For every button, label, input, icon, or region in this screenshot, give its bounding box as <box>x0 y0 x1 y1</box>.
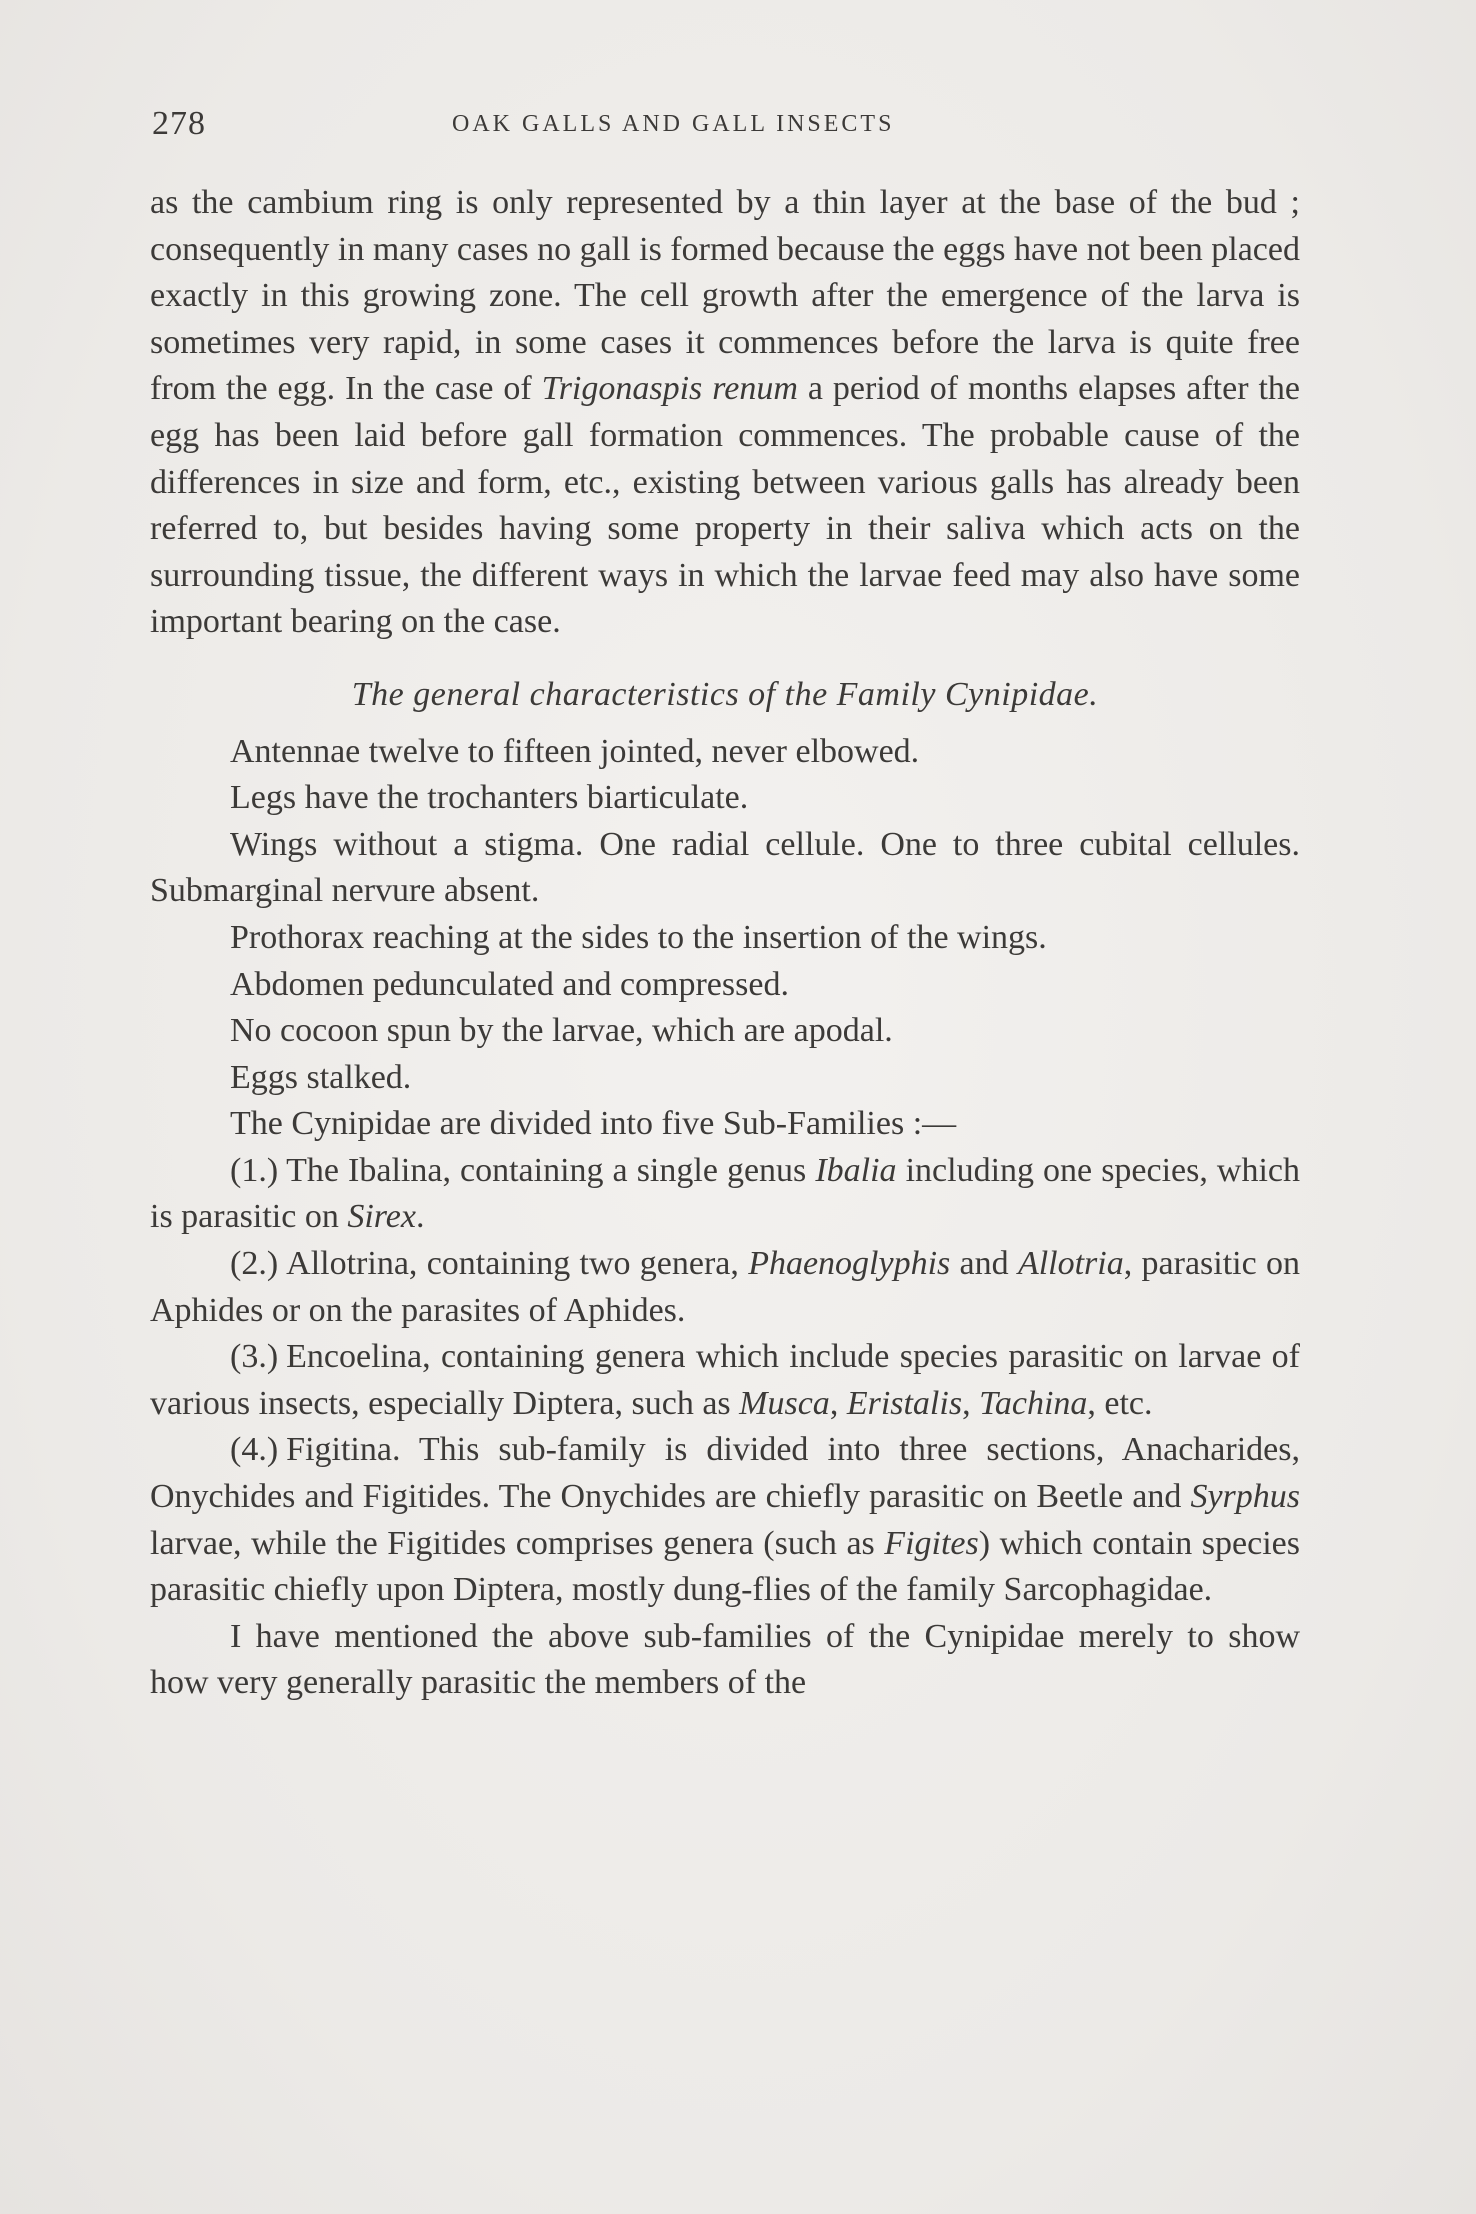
item-text: ) which contain species parasitic chiefly upon Diptera, mostly dung-flies of the family Sarcophagidae. <box>150 1524 1300 1609</box>
item-text: including one species, which is parasitic on <box>150 1151 1301 1236</box>
intro-paragraph <box>150 180 1300 646</box>
item-text: The Ibalina, containing a single genus <box>286 1151 816 1189</box>
subfamily-encoelina <box>150 1334 1300 1427</box>
genus-name: Figites <box>884 1524 979 1562</box>
item-number: (2.) <box>230 1245 279 1283</box>
item-number: (3.) <box>230 1338 279 1376</box>
genus-name: Eristalis <box>846 1384 963 1422</box>
genus-name: Phaenoglyphis <box>748 1245 951 1283</box>
item-text: Figitina. This sub-family is divided into three sections, Anacharides, Onychides and Figitides. The Onychides are chiefly parasitic on Beetle and <box>150 1431 1300 1516</box>
characteristic-item: Abdomen pedunculated and compressed. <box>230 965 789 1003</box>
item-text: . <box>415 1198 425 1236</box>
genus-name: Sirex <box>347 1198 416 1236</box>
item-text: and <box>950 1245 1018 1283</box>
genus-name: Ibalia <box>815 1151 897 1189</box>
page-header <box>152 105 1302 145</box>
characteristic-item: Antennae twelve to fifteen jointed, never elbowed. <box>230 732 920 770</box>
page-body <box>150 180 1300 1707</box>
item-text: , parasitic on Aphides or on the parasites of Aphides. <box>150 1245 1300 1329</box>
characteristic-item: No cocoon spun by the larvae, which are apodal. <box>230 1012 893 1050</box>
item-text: larvae, while the Figitides comprises genera (such as <box>150 1524 885 1562</box>
subfamily-allotrina <box>150 1241 1300 1334</box>
species-name: Trigonaspis renum <box>541 370 798 408</box>
section-title: The general characteristics of the Family Cynipidae. <box>351 675 1099 713</box>
characteristic-item: Wings without a stigma. One radial cellule. One to three cubital cellules. Submarginal nervure absent. <box>150 825 1300 910</box>
page-number: 278 <box>152 105 206 142</box>
characteristic-item: Eggs stalked. <box>230 1058 412 1096</box>
item-number: (1.) <box>230 1151 279 1189</box>
intro-text: as the cambium ring is only represented by a thin layer at the base of the bud ; consequently in many cases no gall is formed because the eggs have not been placed exactly in this growing zone. The cell growth after the emergence of the larva is sometimes very rapid, in some cases it commences before the larva is quite free from the egg. In the case of <box>150 184 1300 408</box>
intro-text-end: a period of months elapses after the egg has been laid before gall formation commences. The probable cause of the differences in size and form, etc., existing between various galls has already been referred to, but besides having some property in their saliva which acts on the surrounding tissue, the different ways in which the larvae feed may also have some important bearing on the case. <box>150 370 1301 641</box>
genus-name: Musca <box>739 1384 830 1422</box>
item-text: , etc. <box>1087 1384 1153 1422</box>
item-text: , <box>829 1384 847 1422</box>
characteristic-item: Legs have the trochanters biarticulate. <box>230 779 749 817</box>
item-text: Encoelina, containing genera which include species parasitic on larvae of various insects, especially Diptera, such as <box>150 1338 1300 1422</box>
subfamilies-intro: The Cynipidae are divided into five Sub-Families :— <box>230 1105 957 1143</box>
item-text: , <box>962 1384 980 1422</box>
genus-name: Tachina <box>979 1384 1088 1422</box>
genus-name: Syrphus <box>1190 1478 1300 1516</box>
item-text: Allotrina, containing two genera, <box>286 1245 749 1283</box>
subfamily-figitina <box>150 1427 1300 1613</box>
running-title: OAK GALLS AND GALL INSECTS <box>452 111 895 137</box>
item-number: (4.) <box>230 1431 279 1469</box>
genus-name: Allotria <box>1017 1245 1124 1283</box>
characteristic-item: Prothorax reaching at the sides to the insertion of the wings. <box>230 918 1047 956</box>
subfamily-ibalina <box>150 1148 1300 1241</box>
closing-paragraph: I have mentioned the above sub-families of the Cynipidae merely to show how very generally parasitic the members of the <box>150 1617 1300 1702</box>
